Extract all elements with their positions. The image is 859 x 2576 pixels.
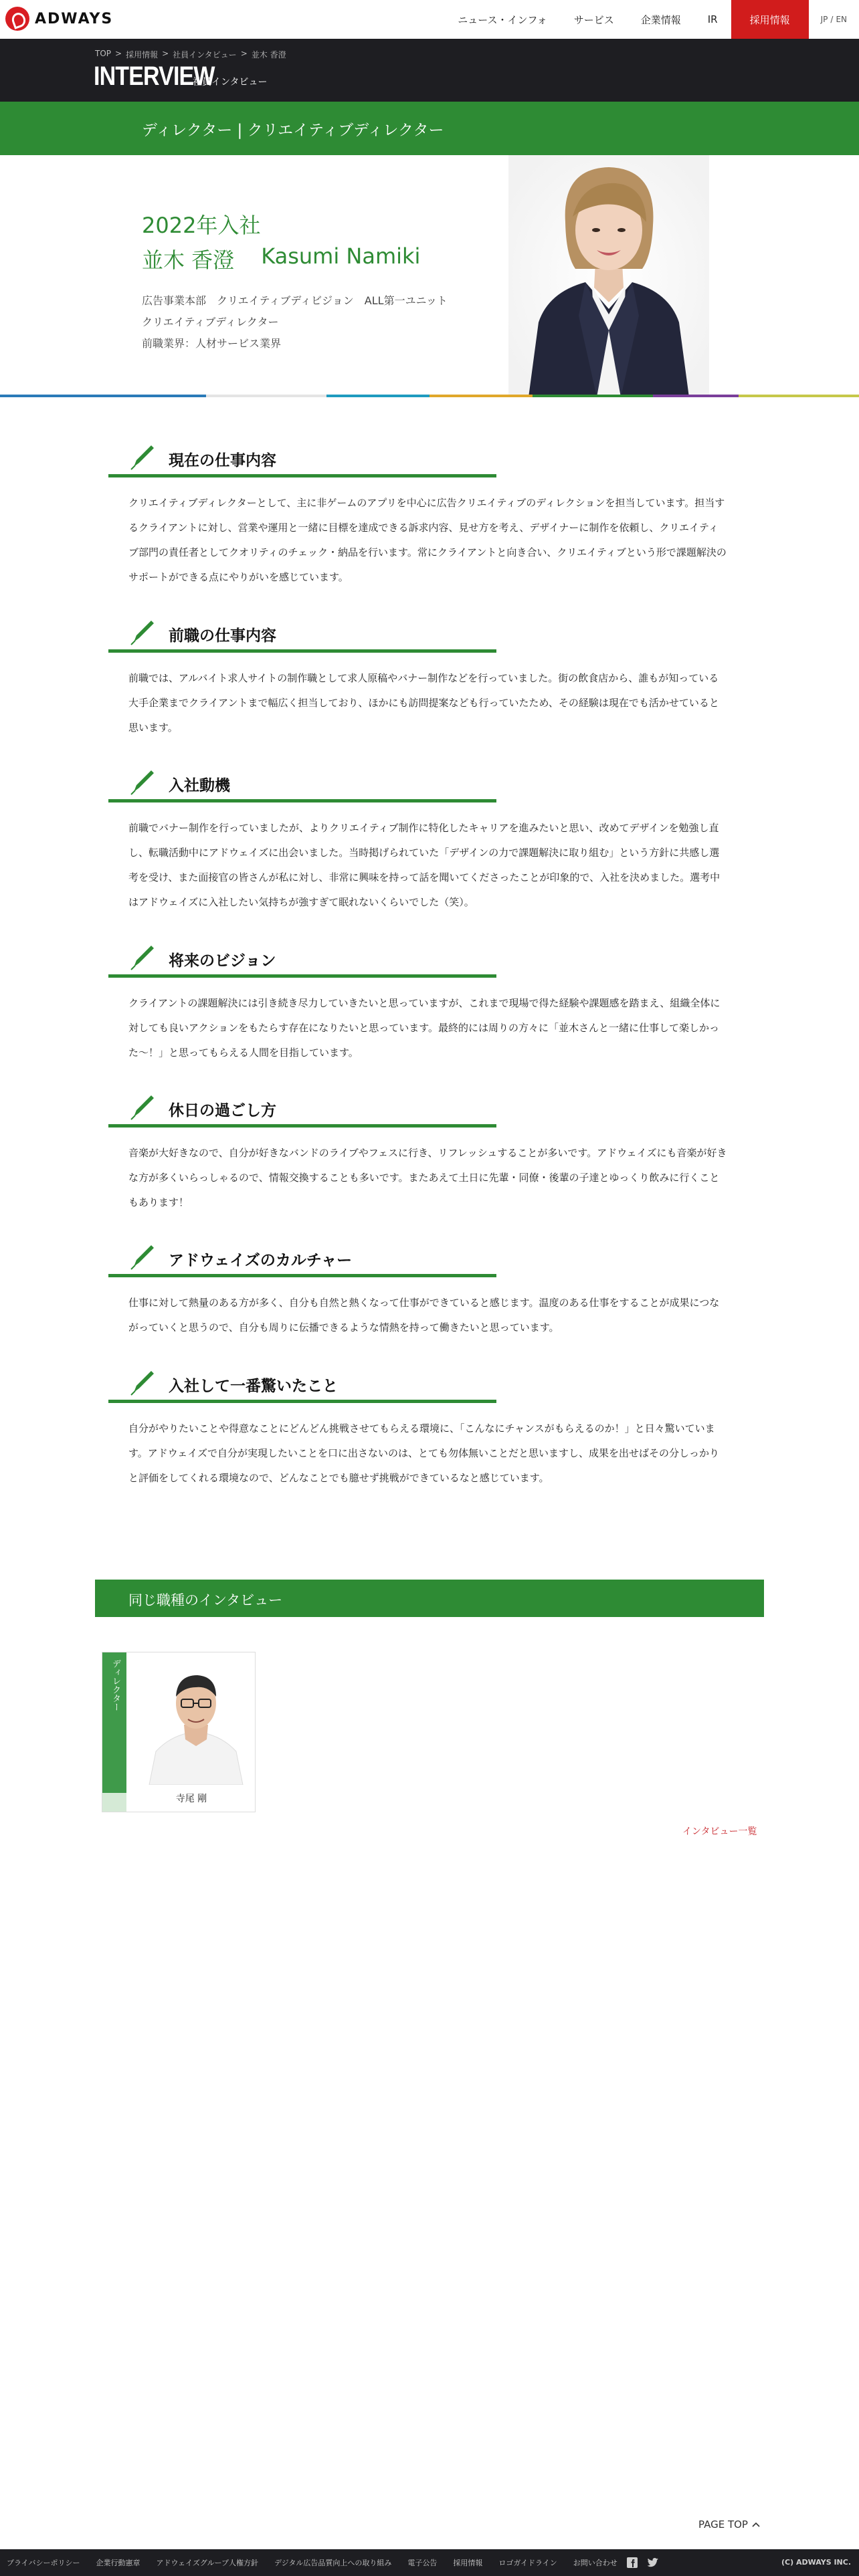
chevron-right-icon: > [162,49,169,58]
page-title-ja: 社員インタビュー [193,77,268,88]
section-body: 前職でバナー制作を行っていましたが、よりクリエイティブ制作に特化したキャリアを進みたいと思い、改めてデザインを勉強し直し、転職活動中にアドウェイズに出会いました。当時掲げられていた「デザインの力で課題解決に取り組む」という方針に共感し選考を受け、また面接官の皆さんが私に対し、非常に興味を持って話を聞いてくださったことが印象的で、入社を決めました。選考中はアドウェイズに入社したい気持ちが強すぎて眠れないくらいでした（笑）。 [128,822,721,908]
social-links [627,2557,659,2568]
section-body: 仕事に対して熱量のある方が多く、自分も自然と熱くなって仕事ができていると感じます。温度のある仕事をすることが成果につながっていくと思うので、自分も周りに伝播できるような情熱を持って働きたいと思っています。 [128,1297,720,1333]
nav-item-service[interactable]: サービス [573,13,614,26]
section-title: アドウェイズのカルチャー [169,1252,353,1269]
role-text: ディレクター | クリエイティブディレクター [142,122,444,139]
section-body: クライアントの課題解決には引き続き尽力していきたいと思っていますが、これまで現場で得た経験や課題感を踏まえ、組織全体に対しても良いアクションをもたらす存在になりたいと思っています。最終的には周りの方々に「並木さんと一緒に仕事して楽しかった〜！」と思ってもらえる人間を目指しています。 [128,997,721,1059]
interview-list-link[interactable]: インタビュー一覧 [682,1826,757,1837]
breadcrumb [95,49,286,60]
pen-icon [128,1243,157,1271]
section-title: 入社動機 [169,777,230,794]
page-top-label: PAGE TOP [698,2518,748,2531]
page-title-en: INTERVIEW [94,62,215,91]
breadcrumb-top[interactable]: TOP [95,49,112,58]
chevron-right-icon: > [115,49,122,58]
pen-icon [128,1368,157,1396]
section-heading [108,617,496,653]
section-title: 入社して一番驚いたこと [169,1378,338,1395]
card-category: ディレクター [110,1659,120,1711]
section-body: 前職では、アルバイト求人サイトの制作職として求人原稿やバナー制作などを行っていました。街の飲食店から、誰もが知っている大手企業までクライアントまで幅広く担当しており、ほかにも訪問提案なども行っていたため、その経験は現在でも活かせていると思います。 [128,672,719,734]
language-switch [809,0,859,39]
section-body: クリエイティブディレクターとして、主に非ゲームのアプリを中心に広告クリエイティブのディレクションを担当しています。担当するクライアントに対し、営業や運用と一緒に目標を達成できる訴求内容、見せ方を考え、デザイナーに制作を依頼し、クリエイティブ部門の責任者としてクオリティのチェック・納品を行います。常にクライアントと向き合い、クリエイティブという形で課題解決のサポートができる点にやりがいを感じています。 [128,497,727,583]
nav-item-recruit[interactable]: 採用情報 [731,0,809,39]
pen-icon [128,768,157,796]
employee-name-en: Kasumi Namiki [261,243,421,269]
footer-links [0,2557,617,2568]
footer-link-contact[interactable]: お問い合わせ [573,2559,617,2567]
logo-text: ADWAYS [35,10,114,27]
nav-item-company[interactable]: 企業情報 [640,13,681,26]
breadcrumb-current: 並木 香澄 [251,50,286,60]
page-top-button[interactable] [698,2518,760,2531]
section-heading [108,441,496,477]
pen-icon [128,443,157,471]
footer [0,2549,859,2576]
section-heading [108,1091,496,1128]
footer-link-human-rights[interactable]: アドウェイズグループ人権方針 [156,2559,259,2567]
related-heading: 同じ職種のインタビュー [128,1592,283,1608]
footer-link-ad-quality[interactable]: デジタル広告品質向上への取り組み [274,2559,392,2567]
footer-link-recruit[interactable]: 採用情報 [453,2559,483,2567]
page-header [0,39,859,102]
pen-icon [128,1093,157,1121]
employee-portrait [508,155,709,397]
color-divider [0,395,859,397]
logo-mark-icon [5,7,29,31]
copyright: (C) ADWAYS INC. [781,2558,851,2567]
nav-menu [444,0,859,39]
card-category-bar-light [102,1793,126,1812]
related-interview-card[interactable] [102,1652,256,1812]
lang-sep: / [830,15,834,24]
previous-industry: 前職業界：人材サービス業界 [142,337,282,350]
footer-link-privacy[interactable]: プライバシーポリシー [7,2559,80,2567]
facebook-icon[interactable] [627,2557,638,2568]
employee-details [142,290,448,354]
footer-link-charter[interactable]: 企業行動憲章 [96,2559,140,2567]
nav-item-ir[interactable]: IR [707,13,718,25]
section-body: 自分がやりたいことや得意なことにどんどん挑戦させてもらえる環境に、「こんなにチャンスがもらえるのか！」と日々驚いています。アドウェイズで自分が実現したいことを口に出さないのは、とても勿体無いことだと思いますし、成果を出せばその分しっかりと評価をしてくれる環境なので、どんなことでも臆せず挑戦ができているなと感じています。 [128,1422,720,1484]
section-heading [108,1241,496,1277]
profile [0,155,859,397]
chevron-right-icon: > [240,49,248,58]
lang-en[interactable]: EN [836,15,847,24]
role-band [0,102,859,155]
section-heading [108,766,496,802]
section-title: 将来のビジョン [169,952,276,970]
join-year: 2022年入社 [142,213,261,238]
lang-jp[interactable]: JP [820,15,828,24]
pen-icon [128,943,157,971]
nav-item-news[interactable]: ニュース・インフォ [458,13,547,26]
twitter-icon[interactable] [647,2557,659,2568]
department: 広告事業本部 クリエイティブディビジョン ALL第一ユニット [142,294,448,307]
page-title [94,62,267,92]
related-heading-band [95,1580,764,1617]
footer-link-logo-guide[interactable]: ロゴガイドライン [498,2559,557,2567]
card-category-bar [102,1652,126,1793]
chevron-up-icon [752,2521,760,2528]
breadcrumb-recruit[interactable]: 採用情報 [126,50,159,60]
position: クリエイティブディレクター [142,316,279,328]
employee-name-ja: 並木 香澄 [142,247,235,273]
section-title: 前職の仕事内容 [169,627,276,645]
pen-icon [128,618,157,646]
card-name: 寺尾 剛 [175,1794,207,1804]
top-nav [0,0,859,39]
card-photo [142,1658,250,1785]
footer-link-public-notice[interactable]: 電子公告 [407,2559,438,2567]
adways-logo[interactable] [5,4,113,33]
employee-name [142,243,420,274]
section-heading [108,942,496,978]
section-heading [108,1367,496,1403]
section-title: 休日の過ごし方 [169,1102,276,1119]
section-body: 音楽が大好きなので、自分が好きなバンドのライブやフェスに行き、リフレッシュすることが多いです。アドウェイズにも音楽が好きな方が多くいらっしゃるので、情報交換することも多いです。またあえて土日に先輩・同僚・後輩の子達とゆっくり飲みに行くこともあります！ [128,1147,727,1208]
section-title: 現在の仕事内容 [169,452,276,469]
breadcrumb-interview[interactable]: 社員インタビュー [173,50,237,60]
